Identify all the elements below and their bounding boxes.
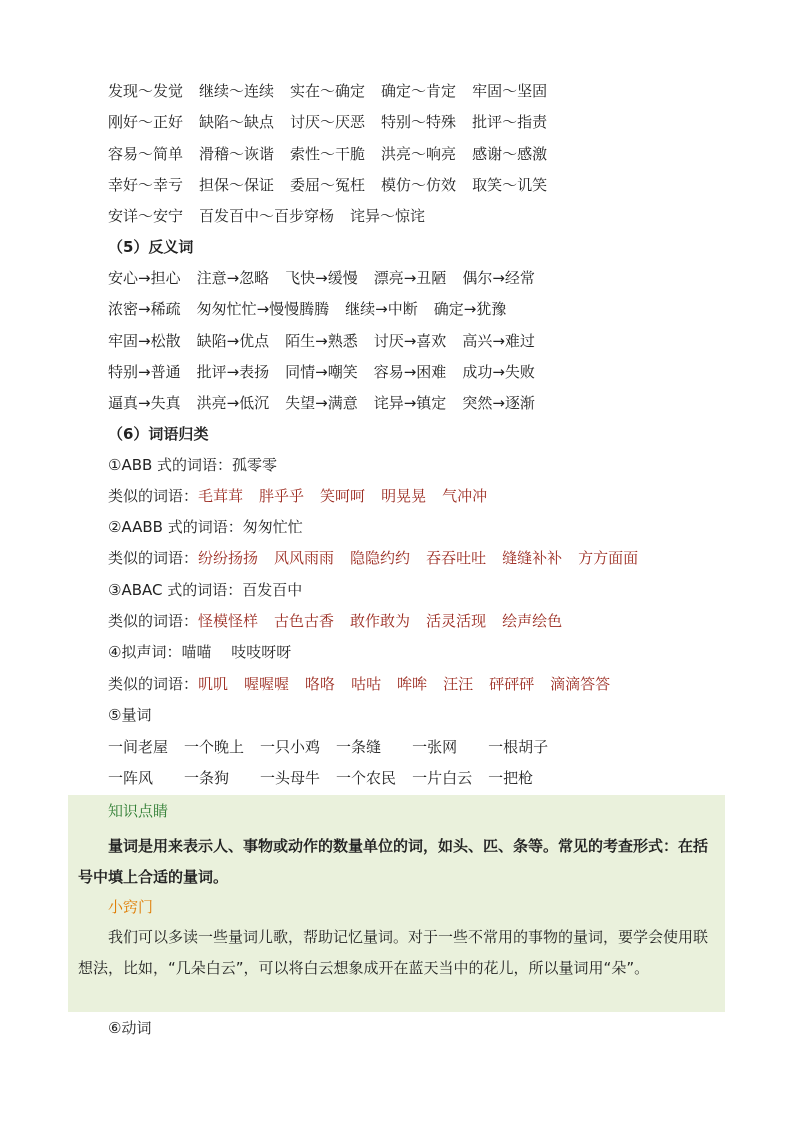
similar-word: 明晃晃 <box>381 487 427 505</box>
synonym-pair-item: 安详～安宁 <box>108 207 184 225</box>
abb-label: ①ABB 式的词语：孤零零 <box>108 456 278 474</box>
similar-word: 喔喔喔 <box>244 675 290 693</box>
similar-word: 纷纷扬扬 <box>198 549 259 567</box>
verbs-label: ⑥动词 <box>108 1019 152 1037</box>
measure-word-item: 一间老屋 <box>108 738 169 756</box>
aabb-examples <box>198 549 654 567</box>
antonym-pair-row <box>108 329 551 353</box>
synonym-pair-item: 幸好～幸亏 <box>108 176 184 194</box>
abb-similar <box>108 484 503 508</box>
antonyms-heading: （5）反义词 <box>108 238 194 256</box>
tip-title-trick: 小窍门 <box>108 898 154 916</box>
abac-similar <box>108 609 578 633</box>
measure-word-item: 一张网 <box>412 738 473 756</box>
synonym-pair-row <box>108 110 563 134</box>
synonym-pair-item: 缺陷～缺点 <box>199 113 275 131</box>
similar-prefix: 类似的词语： <box>108 549 199 567</box>
synonym-pair-item: 担保～保证 <box>199 176 275 194</box>
synonym-pair-item: 刚好～正好 <box>108 113 184 131</box>
measure-word-row <box>108 735 564 759</box>
antonym-pair-item: 漂亮→丑陋 <box>373 269 447 287</box>
synonym-pair-item: 索性～干脆 <box>290 145 366 163</box>
synonym-pair-item: 实在～确定 <box>290 82 366 100</box>
measure-word-item: 一把枪 <box>488 769 534 787</box>
similar-word: 气冲冲 <box>442 487 488 505</box>
synonym-pair-item: 滑稽～诙谐 <box>199 145 275 163</box>
antonym-pair-item: 缺陷→优点 <box>196 332 270 350</box>
measure-label: ⑤量词 <box>108 706 152 724</box>
antonym-pair-item: 继续→中断 <box>345 300 418 318</box>
measure-word-item: 一条缝 <box>336 738 397 756</box>
synonym-pair-item: 讨厌～厌恶 <box>290 113 366 131</box>
similar-word: 笑呵呵 <box>320 487 366 505</box>
similar-word: 叽叽 <box>198 675 229 693</box>
tip-box <box>68 795 725 1012</box>
synonym-pair-item: 模仿～仿效 <box>381 176 457 194</box>
antonym-pair-item: 容易→困难 <box>373 363 447 381</box>
synonym-pair-item: 百发百中～百步穿杨 <box>199 207 335 225</box>
synonym-pair-row <box>108 142 563 166</box>
measure-word-item: 一个农民 <box>336 769 397 787</box>
measure-word-item: 一根胡子 <box>488 738 549 756</box>
similar-word: 敢作敢为 <box>350 612 411 630</box>
similar-word: 方方面面 <box>578 549 639 567</box>
onomatopoeia-similar <box>108 672 626 696</box>
antonym-pair-item: 同情→嘲笑 <box>285 363 358 381</box>
synonym-pair-item: 感谢～感激 <box>472 145 548 163</box>
classify-heading: （6）词语归类 <box>108 425 209 443</box>
onomatopoeia-label: ④拟声词：喵喵 吱吱呀呀 <box>108 643 292 661</box>
similar-word: 缝缝补补 <box>502 549 563 567</box>
antonym-pair-item: 失望→满意 <box>285 394 358 412</box>
synonym-pair-item: 容易～简单 <box>108 145 184 163</box>
antonym-pair-item: 逼真→失真 <box>108 394 181 412</box>
synonym-pair-item: 特别～特殊 <box>381 113 457 131</box>
similar-word: 活灵活现 <box>426 612 487 630</box>
synonym-pair-row <box>108 204 441 228</box>
measure-word-item: 一片白云 <box>412 769 473 787</box>
antonym-pair-row <box>108 360 551 384</box>
antonym-pair-row <box>108 391 551 415</box>
antonym-pair-item: 洪亮→低沉 <box>196 394 270 412</box>
aabb-label: ②AABB 式的词语：匆匆忙忙 <box>108 518 303 536</box>
measure-word-item: 一个晚上 <box>184 738 245 756</box>
antonym-pair-item: 特别→普通 <box>108 363 181 381</box>
similar-word: 胖乎乎 <box>259 487 305 505</box>
onomatopoeia-examples <box>198 675 626 693</box>
synonym-pair-item: 取笑～讥笑 <box>472 176 548 194</box>
synonym-pair-item: 洪亮～响亮 <box>381 145 457 163</box>
antonym-pair-item: 确定→犹豫 <box>433 300 507 318</box>
antonym-pair-item: 陌生→熟悉 <box>285 332 358 350</box>
antonym-pair-row <box>108 266 551 290</box>
similar-prefix: 类似的词语： <box>108 675 199 693</box>
synonym-pair-item: 发现～发觉 <box>108 82 184 100</box>
synonym-pair-item: 批评～指责 <box>472 113 548 131</box>
synonym-pair-item: 诧异～惊诧 <box>350 207 426 225</box>
similar-word: 汪汪 <box>443 675 474 693</box>
abac-examples <box>198 612 578 630</box>
similar-word: 吞吞吐吐 <box>426 549 487 567</box>
tip-text-trick: 我们可以多读一些量词儿歌，帮助记忆量词。对于一些不常用的事物的量词，要学会使用联想法，比如，“几朵白云”，可以将白云想象成开在蓝天当中的花儿，所以量词用“朵”。 <box>78 928 709 977</box>
antonym-pair-item: 偶尔→经常 <box>462 269 535 287</box>
antonym-pair-item: 突然→逐渐 <box>462 394 535 412</box>
similar-word: 风风雨雨 <box>274 549 335 567</box>
measure-word-item: 一只小鸡 <box>260 738 321 756</box>
antonym-pair-item: 牢固→松散 <box>108 332 181 350</box>
measure-word-item: 一头母牛 <box>260 769 321 787</box>
antonym-pair-item: 注意→忽略 <box>196 269 270 287</box>
aabb-similar <box>108 546 654 570</box>
similar-word: 咕咕 <box>351 675 382 693</box>
similar-word: 毛茸茸 <box>198 487 244 505</box>
antonym-pair-item: 诧异→镇定 <box>373 394 447 412</box>
similar-word: 隐隐约约 <box>350 549 411 567</box>
antonym-pair-row <box>108 297 522 321</box>
tip-title-knowledge: 知识点睛 <box>108 802 169 820</box>
tip-text-knowledge: 量词是用来表示人、事物或动作的数量单位的词，如头、匹、条等。常见的考查形式：在括号中填上合适的量词。 <box>78 837 709 886</box>
measure-word-row <box>108 766 549 790</box>
synonym-pair-item: 确定～肯定 <box>381 82 457 100</box>
antonym-pair-item: 批评→表扬 <box>196 363 270 381</box>
antonym-pair-item: 成功→失败 <box>462 363 535 381</box>
synonym-pair-item: 牢固～坚固 <box>472 82 548 100</box>
antonym-pair-item: 飞快→缓慢 <box>285 269 358 287</box>
synonym-pair-item: 继续～连续 <box>199 82 275 100</box>
similar-word: 哞哞 <box>397 675 428 693</box>
measure-word-item: 一条狗 <box>184 769 245 787</box>
similar-word: 咯咯 <box>305 675 336 693</box>
synonym-pair-row <box>108 173 563 197</box>
similar-word: 滴滴答答 <box>550 675 611 693</box>
synonym-pair-item: 委屈～冤枉 <box>290 176 366 194</box>
abb-examples <box>198 487 503 505</box>
antonym-pair-item: 匆匆忙忙→慢慢腾腾 <box>196 300 330 318</box>
similar-word: 绘声绘色 <box>502 612 563 630</box>
antonym-pair-item: 讨厌→喜欢 <box>373 332 447 350</box>
synonym-pair-row <box>108 79 563 103</box>
similar-prefix: 类似的词语： <box>108 487 199 505</box>
abac-label: ③ABAC 式的词语：百发百中 <box>108 581 303 599</box>
measure-word-item: 一阵风 <box>108 769 169 787</box>
similar-word: 怪模怪样 <box>198 612 259 630</box>
antonym-pair-item: 安心→担心 <box>108 269 181 287</box>
similar-word: 砰砰砰 <box>489 675 535 693</box>
antonym-pair-item: 浓密→稀疏 <box>108 300 181 318</box>
similar-word: 古色古香 <box>274 612 335 630</box>
similar-prefix: 类似的词语： <box>108 612 199 630</box>
antonym-pair-item: 高兴→难过 <box>462 332 535 350</box>
